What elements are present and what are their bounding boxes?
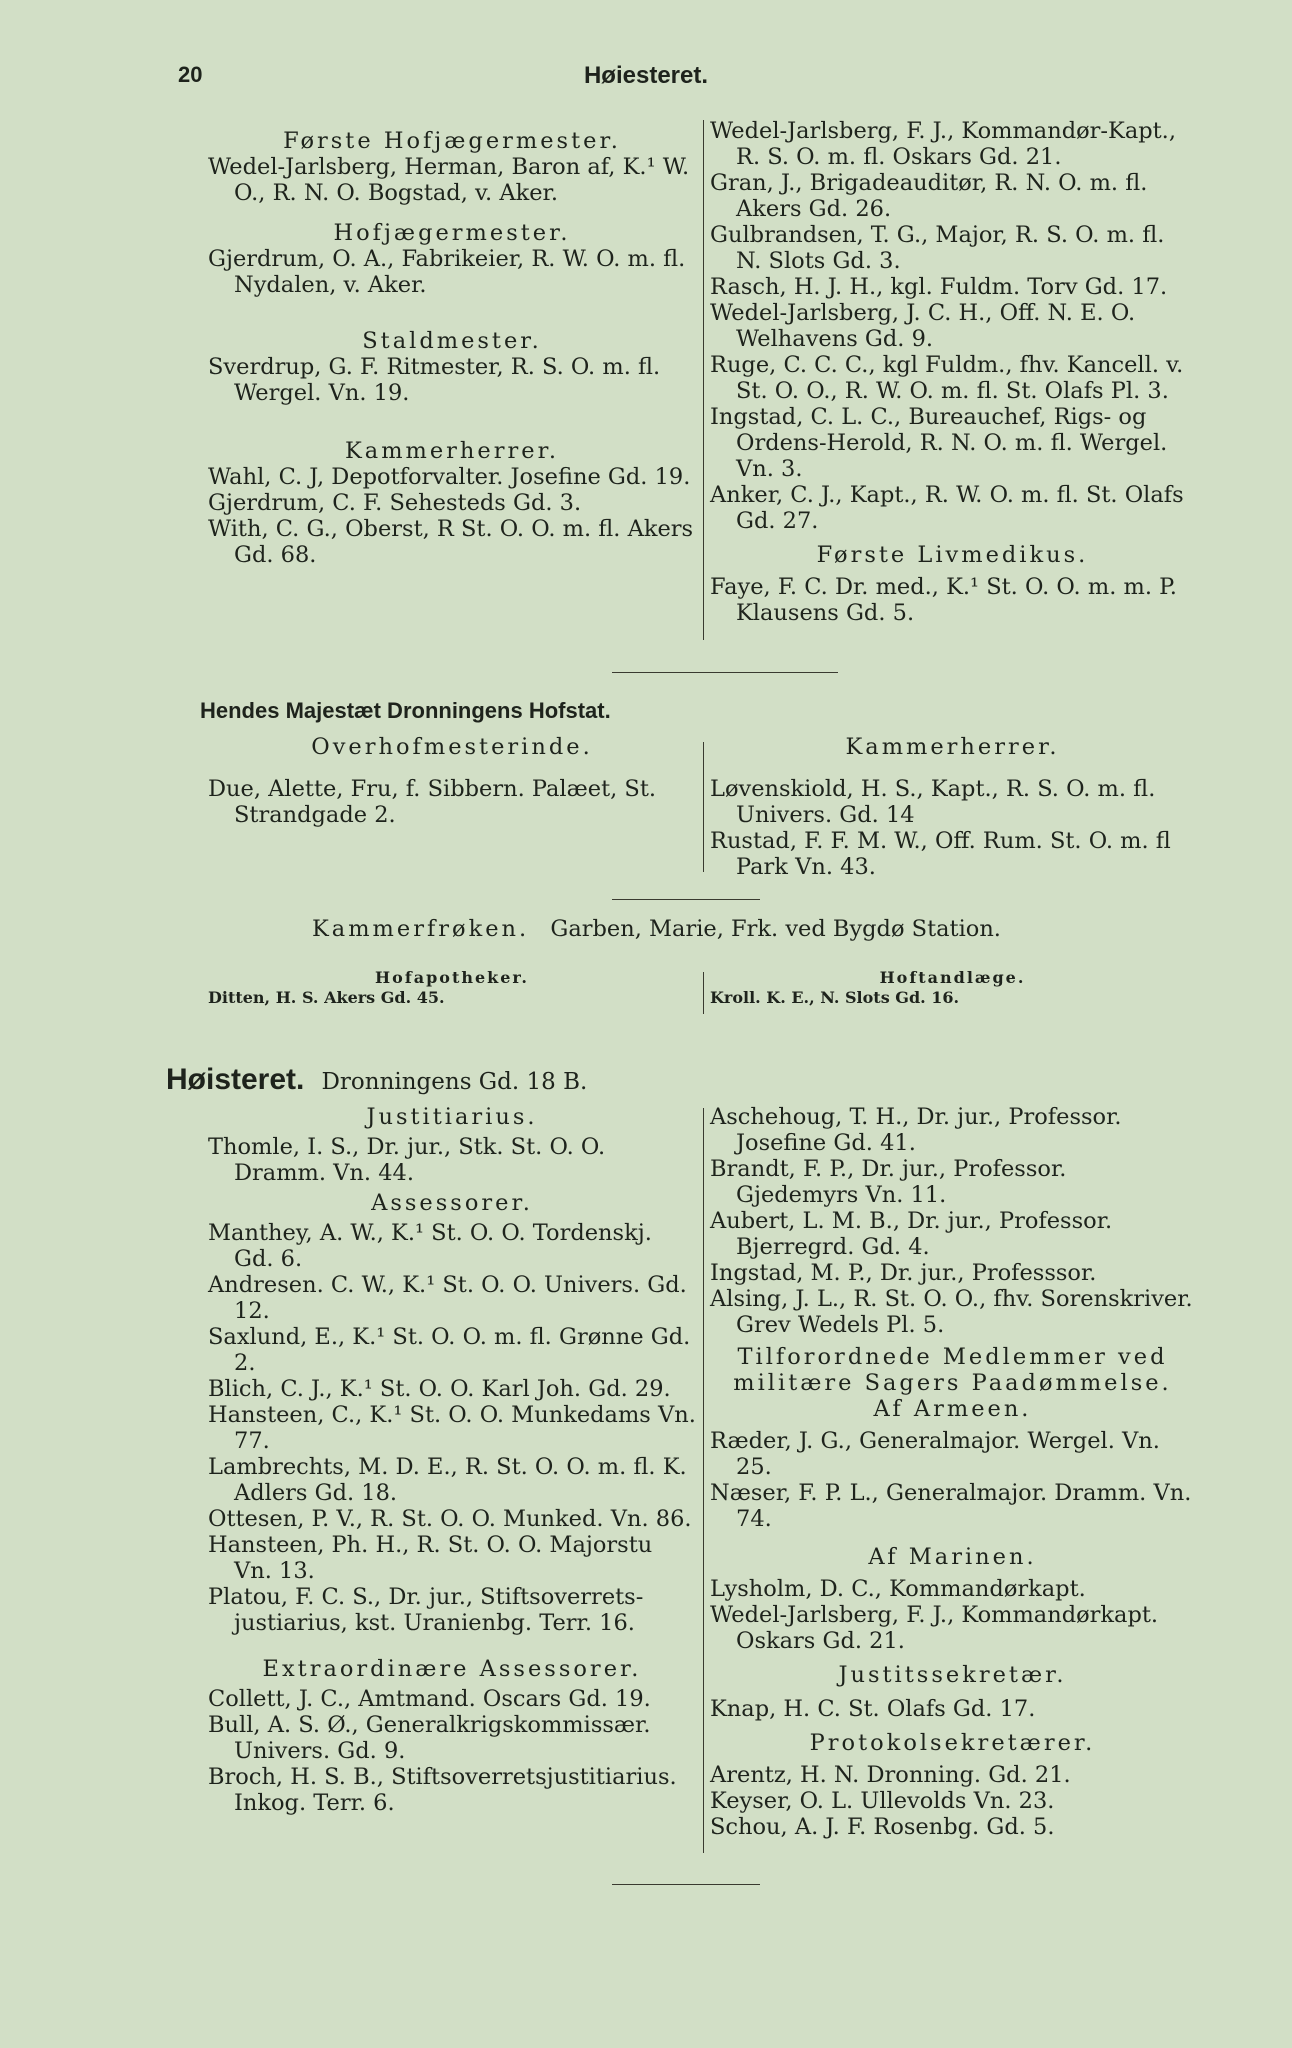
entry: Ingstad, C. L. C., Bureauchef, Rigs- og Ordens-Herold, R. N. O. m. fl. Wergel. Vn. 3. [710,404,1168,482]
entry: Manthey, A. W., K.¹ St. O. O. Tordenskj. Gd. 6. [208,1220,652,1272]
entry: Gjerdrum, C. F. Sehesteds Gd. 3. [208,490,582,516]
entry: Arentz, H. N. Dronning. Gd. 21. [710,1762,1071,1788]
column-divider [703,742,704,872]
entry: Wedel-Jarlsberg, J. C. H., Off. N. E. O. Welhavens Gd. 9. [710,300,1136,352]
section-divider [612,899,760,900]
entry: Wedel-Jarlsberg, F. J., Kommandørkapt. Oskars Gd. 21. [710,1602,1159,1654]
entry: With, C. G., Oberst, R St. O. O. m. fl. Akers Gd. 68. [208,516,694,568]
section-heading: Staldmester. [362,328,542,354]
entry: Aubert, L. M. B., Dr. jur., Professor. Bjerregrd. Gd. 4. [710,1208,1113,1260]
entry: Lysholm, D. C., Kommandørkapt. [710,1576,1086,1602]
kammerfroken-label: Kammerfrøken. [312,916,530,942]
entry: Rustad, F. F. M. W., Off. Rum. St. O. m. fl Park Vn. 43. [710,828,1171,880]
section-heading: Første Livmedikus. [816,542,1089,568]
entry: Rasch, H. J. H., kgl. Fuldm. Torv Gd. 17. [710,274,1168,300]
entry: Løvenskiold, H. S., Kapt., R. S. O. m. fl. Univers. Gd. 14 [710,776,1156,828]
entry: Ingstad, M. P., Dr. jur., Professsor. [710,1260,1097,1286]
running-head: Høiesteret. [583,62,709,89]
entry: Ottesen, P. V., R. St. O. O. Munked. Vn. 86. [208,1506,692,1532]
entry: Wedel-Jarlsberg, Herman, Baron af, K.¹ W. O., R. N. O. Bogstad, v. Aker. [208,154,690,206]
section-heading: Hofjægermester. [333,220,571,246]
section-heading: Extraordinære Assessorer. [262,1656,642,1682]
column-divider [703,1108,704,1853]
entry: Hansteen, C., K.¹ St. O. O. Munkedams Vn. 77. [208,1402,696,1454]
entry: Brandt, F. P., Dr. jur., Professor. Gjedemyrs Vn. 11. [710,1156,1067,1208]
dronning-left-column [208,734,696,828]
entry: Faye, F. C. Dr. med., K.¹ St. O. O. m. m. P. Klausens Gd. 5. [710,574,1177,626]
hoiesteret-right-column [710,1104,1195,1840]
entry: Sverdrup, G. F. Ritmester, R. S. O. m. fl. Wergel. Vn. 19. [208,354,661,406]
section-heading: Overhofmesterinde. [311,734,593,760]
section-heading: Af Marinen. [868,1544,1037,1570]
section-heading: Assessorer. [371,1190,533,1216]
hoiesteret-title: Høisteret. [166,1063,305,1096]
entry: Platou, F. C. S., Dr. jur., Stiftsoverrets-justiarius, kst. Uranienbg. Terr. 16. [208,1584,644,1636]
entry: Gjerdrum, O. A., Fabrikeier, R. W. O. m. fl. Nydalen, v. Aker. [208,246,686,298]
section-heading: Kammerherrer. [845,734,1060,760]
entry: Ræder, J. G., Generalmajor. Wergel. Vn. 25. [710,1428,1160,1480]
hoftandlaege-block [710,968,1195,1008]
entry: Gran, J., Brigadeauditør, R. N. O. m. fl. Akers Gd. 26. [710,170,1148,222]
hoiesteret-address: Dronningens Gd. 18 B. [321,1069,588,1095]
entry: Collett, J. C., Amtmand. Oscars Gd. 19. [208,1686,651,1712]
section-heading: Første Hofjægermester. [283,128,621,154]
section-heading: Af Armeen. [873,1396,1032,1422]
entry: Andresen. C. W., K.¹ St. O. O. Univers. Gd. 12. [208,1272,687,1324]
section-heading: Kammerherrer. [344,438,560,464]
kammerfroken-entry: Garben, Marie, Frk. ved Bygdø Station. [550,916,1001,942]
entry: Ruge, C. C. C., kgl Fuldm., fhv. Kancell. v. St. O. O., R. W. O. m. fl. St. Olafs Pl. 3. [710,352,1184,404]
entry: Broch, H. S. B., Stiftsoverretsjustitiarius. Inkog. Terr. 6. [208,1764,677,1816]
dronning-right-column [710,734,1195,880]
entry: Aschehoug, T. H., Dr. jur., Professor. Josefine Gd. 41. [710,1104,1122,1156]
entry: Wahl, C. J, Depotforvalter. Josefine Gd. 19. [208,464,691,490]
section-heading: Justitssekretær. [838,1662,1067,1688]
page-number: 20 [178,62,203,87]
section-heading: Hofapotheker. [375,968,529,987]
section-heading: Protokolsekretærer. [809,1730,1096,1756]
entry: Ditten, H. S. Akers Gd. 45. [208,988,445,1007]
section-heading: Hoftandlæge. [879,968,1026,987]
hoiesteret-title-line [166,1063,1166,1097]
hofstat-right-column [710,118,1195,626]
hofstat-left-column [208,118,696,568]
entry: Thomle, I. S., Dr. jur., Stk. St. O. O. Dramm. Vn. 44. [208,1134,606,1186]
entry: Wedel-Jarlsberg, F. J., Kommandør-Kapt., R. S. O. m. fl. Oskars Gd. 21. [710,118,1176,170]
entry: Alsing, J. L., R. St. O. O., fhv. Sorenskriver. Grev Wedels Pl. 5. [710,1286,1193,1338]
section-heading: Justitiarius. [366,1104,538,1130]
entry: Saxlund, E., K.¹ St. O. O. m. fl. Grønne Gd. 2. [208,1324,691,1376]
entry: Gulbrandsen, T. G., Major, R. S. O. m. fl. N. Slots Gd. 3. [710,222,1165,274]
kammerfroken-line [312,916,1212,942]
entry: Næser, F. P. L., Generalmajor. Dramm. Vn. 74. [710,1480,1192,1532]
column-divider [703,972,704,1014]
entry: Anker, C. J., Kapt., R. W. O. m. fl. St. Olafs Gd. 27. [710,482,1184,534]
entry: Schou, A. J. F. Rosenbg. Gd. 5. [710,1814,1055,1840]
hoiesteret-left-column [208,1104,696,1816]
entry: Lambrechts, M. D. E., R. St. O. O. m. fl. K. Adlers Gd. 18. [208,1454,687,1506]
section-heading: Tilforordnede Medlemmer ved militære Sagers Paadømmelse. [733,1344,1172,1396]
entry: Keyser, O. L. Ullevolds Vn. 23. [710,1788,1055,1814]
hofapotheker-block [208,968,696,1008]
section-divider [612,1884,760,1885]
dronning-title: Hendes Majestæt Dronningens Hofstat. [200,698,611,723]
entry: Hansteen, Ph. H., R. St. O. O. Majorstu Vn. 13. [208,1532,653,1584]
entry: Due, Alette, Fru, f. Sibbern. Palæet, St. Strandgade 2. [208,776,657,828]
column-divider [703,120,704,640]
section-divider [612,672,838,673]
entry: Bull, A. S. Ø., Generalkrigskommissær. Univers. Gd. 9. [208,1712,651,1764]
entry: Blich, C. J., K.¹ St. O. O. Karl Joh. Gd. 29. [208,1376,671,1402]
entry: Kroll. K. E., N. Slots Gd. 16. [710,988,960,1007]
entry: Knap, H. C. St. Olafs Gd. 17. [710,1696,1036,1722]
